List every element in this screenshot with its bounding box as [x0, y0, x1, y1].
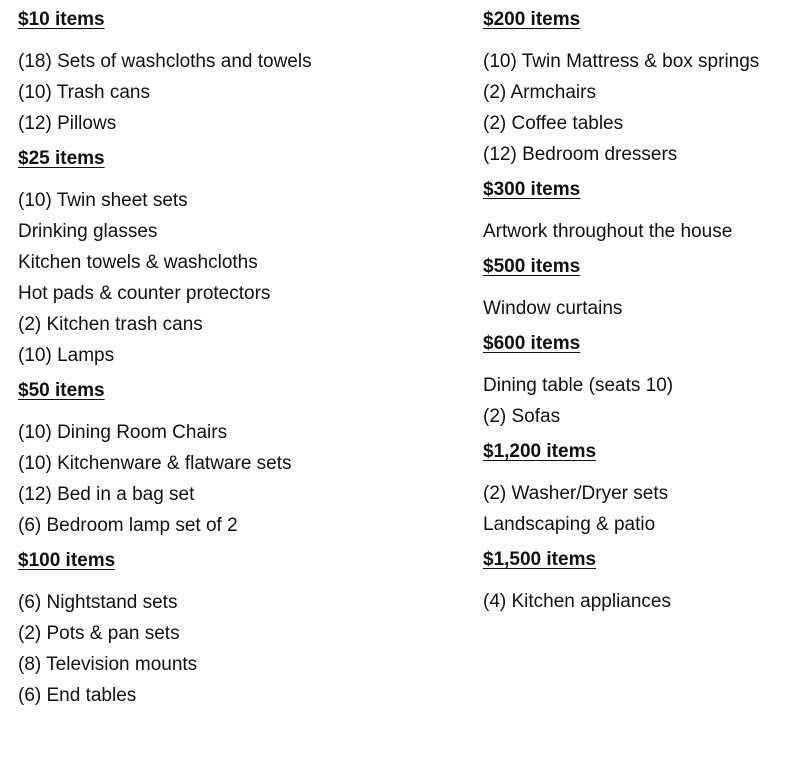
- list-item: (2) Washer/Dryer sets: [483, 483, 669, 504]
- list-item: (10) Twin Mattress & box springs: [483, 51, 760, 72]
- section-heading: $10 items: [18, 9, 105, 30]
- section-500-items: [483, 255, 793, 324]
- list-item: (10) Dining Room Chairs: [18, 422, 228, 443]
- list-item: (6) End tables: [18, 685, 137, 706]
- list-item: Kitchen towels & washcloths: [18, 252, 258, 273]
- left-column: [18, 0, 458, 713]
- section-heading: $50 items: [18, 380, 105, 401]
- list-item: (2) Kitchen trash cans: [18, 314, 203, 335]
- section-heading: $100 items: [18, 550, 116, 571]
- list-item: (4) Kitchen appliances: [483, 591, 671, 612]
- section-600-items: [483, 332, 793, 432]
- section-heading: $200 items: [483, 9, 581, 30]
- list-item: (10) Twin sheet sets: [18, 190, 188, 211]
- section-1200-items: [483, 440, 793, 540]
- section-300-items: [483, 178, 793, 247]
- list-item: (10) Trash cans: [18, 82, 150, 103]
- list-item: Landscaping & patio: [483, 514, 656, 535]
- list-item: (12) Bed in a bag set: [18, 484, 195, 505]
- list-item: (2) Sofas: [483, 406, 561, 427]
- section-100-items: [18, 549, 458, 711]
- list-item: Hot pads & counter protectors: [18, 283, 271, 304]
- list-item: (2) Coffee tables: [483, 113, 624, 134]
- list-item: (6) Bedroom lamp set of 2: [18, 515, 238, 536]
- section-heading: $1,500 items: [483, 549, 597, 570]
- list-item: (6) Nightstand sets: [18, 592, 178, 613]
- section-heading: $300 items: [483, 179, 581, 200]
- section-200-items: [483, 8, 793, 170]
- section-heading: $600 items: [483, 333, 581, 354]
- list-item: (12) Bedroom dressers: [483, 144, 678, 165]
- list-item: (12) Pillows: [18, 113, 117, 134]
- list-item: (10) Lamps: [18, 345, 115, 366]
- section-heading: $500 items: [483, 256, 581, 277]
- list-item: Artwork throughout the house: [483, 221, 733, 242]
- right-column: [483, 0, 793, 619]
- section-1500-items: [483, 548, 793, 617]
- list-item: (2) Armchairs: [483, 82, 596, 103]
- list-item: (18) Sets of washcloths and towels: [18, 51, 312, 72]
- list-item: Window curtains: [483, 298, 623, 319]
- section-heading: $25 items: [18, 148, 105, 169]
- section-50-items: [18, 379, 458, 541]
- list-item: (10) Kitchenware & flatware sets: [18, 453, 292, 474]
- list-item: (8) Television mounts: [18, 654, 198, 675]
- section-10-items: [18, 8, 458, 139]
- section-25-items: [18, 147, 458, 371]
- list-item: (2) Pots & pan sets: [18, 623, 180, 644]
- list-item: Drinking glasses: [18, 221, 158, 242]
- list-item: Dining table (seats 10): [483, 375, 674, 396]
- section-heading: $1,200 items: [483, 441, 597, 462]
